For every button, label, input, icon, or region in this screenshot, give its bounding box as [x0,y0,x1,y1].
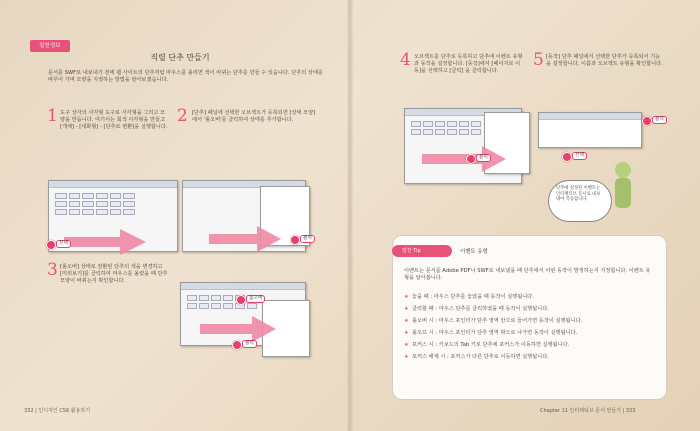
tip-list [404,294,654,366]
click-callout: 클릭 [652,116,667,124]
page-title: 직렬 단추 만들기 [150,53,210,62]
bubble-text: 단추에 설정된 이벤트는 인터랙티브 문서로 내보내야 작동합니다. [556,186,601,203]
step3-text: [롤오버] 상태로 전환된 단추의 색을 변경하고 [미리보기]를 클릭하여 마우스를 올렸을 때 단추 모양이 바뀌는지 확인합니다. [60,264,168,284]
step4-text: 오브젝트를 단추로 등록하고 단추에 이벤트 유형과 동작을 설정합니다. [동작]에서 [페이지로 이동]을 선택하고 [클릭] 을 클릭합니다. [414,54,523,74]
button-grid [55,193,135,215]
tip-item: ★ 포커스 해제 시 : 포커스가 다른 단추로 이동하면 실행됩니다. [404,354,549,360]
pink-arrow [205,222,285,256]
step5-text: [동작] 단추 패널에서 선택한 단추가 등록되어 기능을 설정합니다. 이름과 오브젝트 유형을 확인합니다. [546,54,663,67]
step4-number: 4 [400,50,411,70]
page-footer: Chapter 11 인터랙티브 문서 만들기 | 333 [540,408,636,414]
pink-arrow [60,225,150,259]
select-callout: 선택 [572,152,587,160]
click-callout: 클릭 [242,340,257,348]
step2-text: [단추] 패널에 선택한 오브젝트가 등록되면 [상태 모양] 에서 '롤오버'를 클릭하여 상태를 추가합니다. [192,110,316,123]
click-callout: 클릭 [300,235,315,243]
screenshot-step5-dialog [538,112,642,148]
tip-title: 이벤트 유형 [460,249,488,255]
tip-item: ★ 포커스 시 : 키보드의 Tab 키로 단추에 포커스가 이동하면 실행됩니다. [404,342,570,348]
page-footer: 332 | 인디자인 CS6 활용하기 [24,408,91,414]
tip-header [392,245,452,257]
marker-pin [232,340,242,350]
tip-item: ★ 클릭할 때 : 마우스 단추를 클릭하였을 때 동작이 실행됩니다. [404,306,549,312]
marker-pin [466,154,476,164]
marker-pin [562,152,572,162]
step3-number: 3 [47,260,58,280]
marker-pin [290,235,300,245]
tip-item: ★ 롤오버 시 : 마우스 포인터가 단추 영역 안으로 들어가면 동작이 실행됩니다. [404,318,583,324]
tip-item: ★ 롤오프 시 : 마우스 포인터가 단추 영역 밖으로 나가면 동작이 실행됩니다. [404,330,578,336]
window-titlebar [539,113,641,120]
book-spine [347,0,353,431]
tip-item: ★ 놓을 때 : 마우스 단추를 놓았을 때 동작이 실행됩니다. [404,294,534,300]
pink-arrow [418,142,510,176]
step2-number: 2 [177,106,188,126]
window-titlebar [181,283,305,290]
select-callout: 선택 [56,240,71,248]
step1-number: 1 [47,106,58,126]
click-callout: 클릭 [476,154,491,162]
window-titlebar [49,181,177,188]
marker-pin [642,116,652,126]
intro-paragraph: 문서를 SWF로 내보내기 전에 웹 사이트의 단추처럼 마우스를 올리면 색이 바뀌는 단추를 만들 수 있습니다. 단추의 상태를 바꾸어 가며 모양을 지정하는 방법을 알아보겠습니다. [48,70,323,83]
button-grid [411,121,481,135]
rollover-callout: 롤오버 [246,295,265,303]
mascot-illustration [608,160,638,212]
marker-pin [46,240,56,250]
section-tag-label: 알찬정보 [39,43,61,49]
step5-number: 5 [533,50,544,70]
step1-text: 도구 상자의 사각형 도구로 사각형을 그리고 모양을 만듭니다. 여기서는 회색 사각형을 만들고 [개체] - [대화형] - [단추로 변환]을 실행합니다. [60,110,168,130]
marker-pin [236,295,246,305]
section-tag [30,40,70,52]
tip-intro: 이벤트는 문서를 Adobe PDF나 SWF로 내보냈을 때 단추에서 어떤 동작이 발생하는지 지정합니다. 이벤트 유형을 알아봅니다. [404,268,651,281]
tip-tag: 알찬 Tip [402,248,421,254]
